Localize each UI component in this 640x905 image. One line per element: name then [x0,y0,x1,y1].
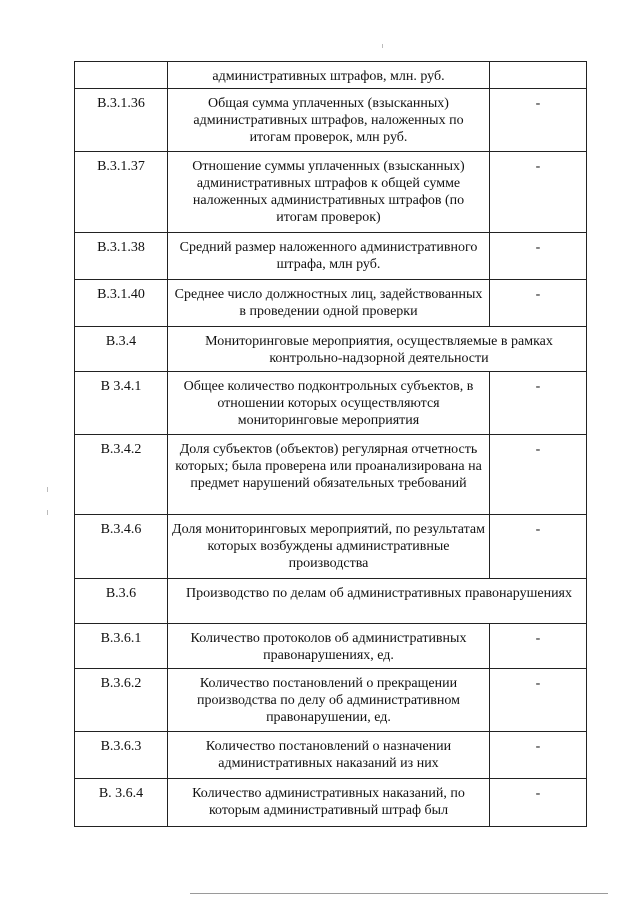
indicator-code: В.3.6.2 [75,669,168,732]
indicator-description: Среднее число должностных лиц, задействованных в проведении одной проверки [168,280,490,327]
indicator-code [75,62,168,89]
indicator-code: В.3.1.36 [75,89,168,152]
section-title: Мониторинговые мероприятия, осуществляемые в рамках контрольно-надзорной деятельности [168,327,587,372]
section-row [75,579,587,624]
indicator-value: - [490,669,587,732]
indicator-description: административных штрафов, млн. руб. [168,62,490,89]
scan-mark [47,510,48,515]
indicator-row [75,624,587,669]
indicator-description: Отношение суммы уплаченных (взысканных) административных штрафов к общей сумме наложенных административных штрафов (по итогам проверок) [168,152,490,233]
indicator-code: В.3.4.6 [75,515,168,579]
indicator-description: Количество административных наказаний, по которым административный штраф был [168,779,490,827]
indicator-value: - [490,624,587,669]
indicator-value: - [490,515,587,579]
indicator-row [75,779,587,827]
indicator-description: Доля субъектов (объектов) регулярная отчетность которых; была проверена или проанализирована на предмет нарушений обязательных требований [168,435,490,515]
indicator-row [75,515,587,579]
indicator-description: Количество протоколов об административных правонарушениях, ед. [168,624,490,669]
indicator-row [75,669,587,732]
indicator-code: В. 3.6.4 [75,779,168,827]
indicator-row [75,280,587,327]
indicator-value: - [490,152,587,233]
indicator-code: В.3.4 [75,327,168,372]
indicator-value: - [490,372,587,435]
indicators-table-body [75,62,587,827]
indicator-row [75,233,587,280]
section-row [75,327,587,372]
indicator-description: Общая сумма уплаченных (взысканных) административных штрафов, наложенных по итогам проверок, млн руб. [168,89,490,152]
indicator-code: В.3.6.1 [75,624,168,669]
indicator-row [75,732,587,779]
indicator-value: - [490,732,587,779]
indicator-value: - [490,779,587,827]
indicator-description: Средний размер наложенного административного штрафа, млн руб. [168,233,490,280]
footer-rule [190,893,608,894]
indicator-row [75,372,587,435]
indicator-description: Количество постановлений о назначении административных наказаний из них [168,732,490,779]
indicator-code: В.3.1.40 [75,280,168,327]
indicators-table [74,61,587,827]
section-title: Производство по делам об административных правонарушениях [168,579,587,624]
indicator-value: - [490,89,587,152]
indicator-description: Общее количество подконтрольных субъектов, в отношении которых осуществляются мониторинговые мероприятия [168,372,490,435]
indicator-code: В.3.6.3 [75,732,168,779]
indicator-row [75,435,587,515]
indicator-code: В.3.4.2 [75,435,168,515]
indicator-row [75,152,587,233]
indicator-row [75,89,587,152]
indicator-code: В 3.4.1 [75,372,168,435]
indicator-row [75,62,587,89]
indicator-code: В.3.6 [75,579,168,624]
indicator-description: Доля мониторинговых мероприятий, по результатам которых возбуждены административные производства [168,515,490,579]
indicator-value: - [490,435,587,515]
indicator-code: В.3.1.37 [75,152,168,233]
scan-mark [47,487,48,492]
indicator-value: - [490,233,587,280]
indicator-value [490,62,587,89]
indicator-code: В.3.1.38 [75,233,168,280]
indicator-value: - [490,280,587,327]
indicator-description: Количество постановлений о прекращении производства по делу об административном правонарушении, ед. [168,669,490,732]
scan-mark [382,44,383,48]
